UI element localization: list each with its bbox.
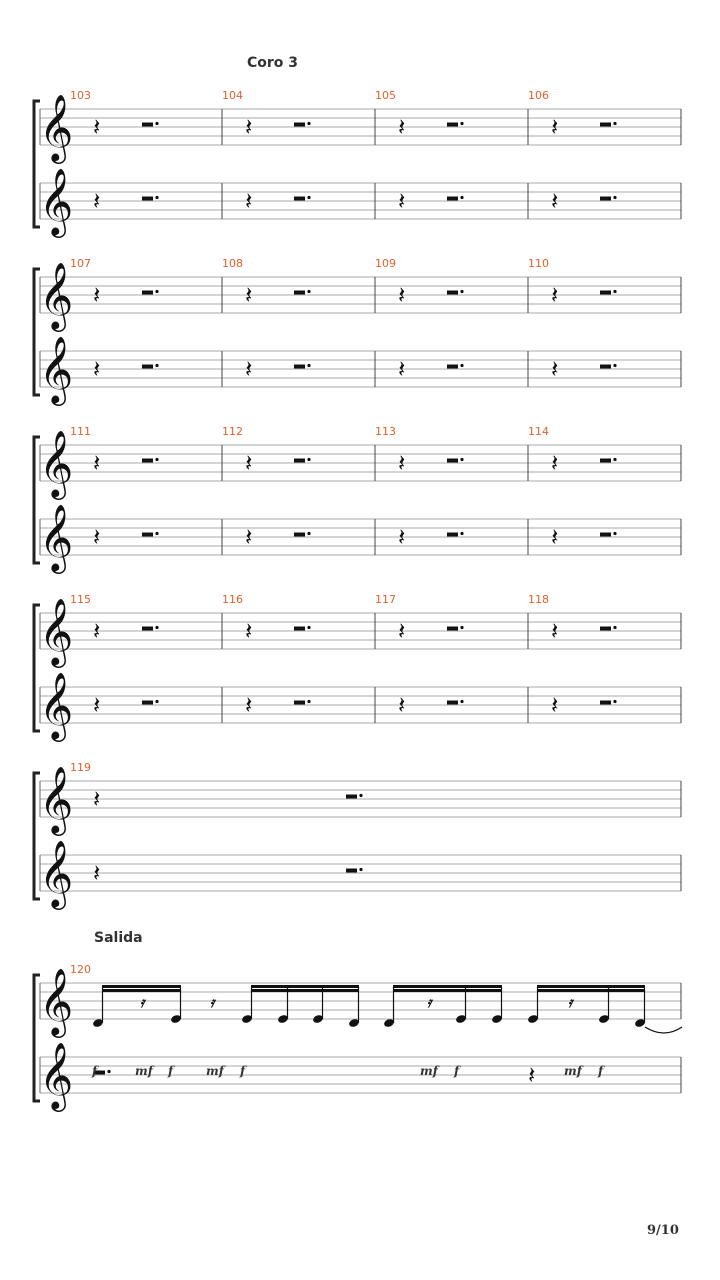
- measure-number: 113: [375, 425, 396, 438]
- measure-number: 104: [222, 89, 243, 102]
- half-rest-icon: [600, 365, 611, 369]
- rest-dot: [307, 364, 310, 367]
- quarter-rest-icon: 𝄽: [93, 523, 101, 551]
- quarter-rest-icon: 𝄽: [551, 691, 559, 719]
- system-6: [34, 967, 682, 1112]
- half-rest-icon: [294, 701, 305, 705]
- treble-clef-icon: 𝄞: [39, 765, 74, 833]
- measure-number: 111: [70, 425, 91, 438]
- quarter-rest-icon: 𝄽: [551, 617, 559, 645]
- half-rest-icon: [142, 627, 153, 631]
- rest-dot: [460, 626, 463, 629]
- measure-number: 115: [70, 593, 91, 606]
- rest-dot: [307, 458, 310, 461]
- beam: [537, 989, 645, 992]
- half-rest-icon: [600, 627, 611, 631]
- measure-number: 103: [70, 89, 91, 102]
- system-1: [34, 93, 681, 238]
- quarter-rest-icon: 𝄽: [398, 187, 406, 215]
- system-5: [34, 765, 681, 910]
- dynamic-marking: f: [240, 1064, 246, 1078]
- rest-dot: [155, 626, 158, 629]
- half-rest-icon: [294, 291, 305, 295]
- treble-clef-icon: 𝄞: [39, 335, 74, 403]
- beam: [102, 989, 181, 992]
- rest-dot: [155, 458, 158, 461]
- tie: [645, 1027, 682, 1033]
- quarter-rest-icon: 𝄽: [93, 785, 101, 813]
- rest-dot: [155, 532, 158, 535]
- dynamic-marking: mf: [206, 1064, 224, 1078]
- page-number: 9/10: [647, 1223, 679, 1238]
- quarter-rest-icon: 𝄽: [245, 187, 253, 215]
- quarter-rest-icon: 𝄽: [398, 449, 406, 477]
- rest-dot: [359, 794, 362, 797]
- section-title-salida: Salida: [94, 930, 143, 946]
- half-rest-icon: [142, 701, 153, 705]
- rest-dot: [613, 364, 616, 367]
- rest-dot: [107, 1070, 110, 1073]
- rest-dot: [307, 290, 310, 293]
- rest-dot: [460, 196, 463, 199]
- rest-dot: [460, 364, 463, 367]
- quarter-rest-icon: 𝄽: [551, 355, 559, 383]
- quarter-rest-icon: 𝄽: [93, 617, 101, 645]
- dynamic-marking: f: [598, 1064, 604, 1078]
- sixteenth-rest-icon: 𝄿: [140, 995, 145, 1011]
- treble-clef-icon: 𝄞: [39, 261, 74, 329]
- measure-number: 112: [222, 425, 243, 438]
- half-rest-icon: [600, 197, 611, 201]
- rest-dot: [460, 532, 463, 535]
- half-rest-icon: [142, 123, 153, 127]
- measure-number: 107: [70, 257, 91, 270]
- measure-number: 116: [222, 593, 243, 606]
- quarter-rest-icon: 𝄽: [245, 617, 253, 645]
- rest-dot: [307, 532, 310, 535]
- rest-dot: [613, 700, 616, 703]
- treble-clef-icon: 𝄞: [39, 967, 74, 1035]
- half-rest-icon: [600, 123, 611, 127]
- half-rest-icon: [294, 197, 305, 201]
- beam: [251, 985, 359, 988]
- dynamic-marking: mf: [564, 1064, 582, 1078]
- quarter-rest-icon: 𝄽: [398, 113, 406, 141]
- dynamic-marking: f: [168, 1064, 174, 1078]
- quarter-rest-icon: 𝄽: [551, 113, 559, 141]
- rest-dot: [155, 196, 158, 199]
- rest-dot: [359, 868, 362, 871]
- measure-number: 117: [375, 593, 396, 606]
- half-rest-icon: [346, 869, 357, 873]
- system-4: [34, 597, 681, 742]
- half-rest-icon: [142, 365, 153, 369]
- measure-number: 118: [528, 593, 549, 606]
- rest-dot: [460, 458, 463, 461]
- measure-number: 106: [528, 89, 549, 102]
- half-rest-icon: [294, 123, 305, 127]
- beam: [102, 985, 181, 988]
- rest-dot: [307, 122, 310, 125]
- dynamic-marking: mf: [135, 1064, 153, 1078]
- measure-number: 105: [375, 89, 396, 102]
- quarter-rest-icon: 𝄽: [245, 281, 253, 309]
- rest-dot: [307, 196, 310, 199]
- half-rest-icon: [600, 291, 611, 295]
- quarter-rest-icon: 𝄽: [398, 523, 406, 551]
- half-rest-icon: [447, 365, 458, 369]
- half-rest-icon: [142, 533, 153, 537]
- rest-dot: [613, 532, 616, 535]
- quarter-rest-icon: 𝄽: [245, 355, 253, 383]
- rest-dot: [155, 290, 158, 293]
- half-rest-icon: [346, 795, 357, 799]
- treble-clef-icon: 𝄞: [39, 671, 74, 739]
- quarter-rest-icon: 𝄽: [245, 691, 253, 719]
- system-2: [34, 261, 681, 406]
- dynamic-marking: f: [454, 1064, 460, 1078]
- treble-clef-icon: 𝄞: [39, 839, 74, 907]
- rest-dot: [307, 626, 310, 629]
- quarter-rest-icon: 𝄽: [551, 449, 559, 477]
- quarter-rest-icon: 𝄽: [93, 113, 101, 141]
- rest-dot: [307, 700, 310, 703]
- treble-clef-icon: 𝄞: [39, 597, 74, 665]
- measure-number: 120: [70, 963, 91, 976]
- quarter-rest-icon: 𝄽: [551, 281, 559, 309]
- treble-clef-icon: 𝄞: [39, 167, 74, 235]
- half-rest-icon: [447, 459, 458, 463]
- beam: [537, 985, 645, 988]
- rest-dot: [613, 290, 616, 293]
- measure-number: 109: [375, 257, 396, 270]
- treble-clef-icon: 𝄞: [39, 429, 74, 497]
- dynamic-marking: mf: [420, 1064, 438, 1078]
- quarter-rest-icon: 𝄽: [398, 617, 406, 645]
- half-rest-icon: [142, 459, 153, 463]
- section-title-coro-3: Coro 3: [247, 55, 299, 71]
- rest-dot: [613, 196, 616, 199]
- quarter-rest-icon: 𝄽: [245, 449, 253, 477]
- rest-dot: [613, 626, 616, 629]
- beam: [251, 989, 359, 992]
- measure-number: 110: [528, 257, 549, 270]
- quarter-rest-icon: 𝄽: [398, 691, 406, 719]
- half-rest-icon: [447, 701, 458, 705]
- half-rest-icon: [142, 291, 153, 295]
- quarter-rest-icon: 𝄽: [93, 691, 101, 719]
- sixteenth-rest-icon: 𝄿: [427, 995, 432, 1011]
- measure-number: 119: [70, 761, 91, 774]
- half-rest-icon: [447, 627, 458, 631]
- rest-dot: [460, 700, 463, 703]
- half-rest-icon: [294, 627, 305, 631]
- rest-dot: [460, 122, 463, 125]
- quarter-rest-icon: 𝄽: [551, 523, 559, 551]
- half-rest-icon: [447, 533, 458, 537]
- quarter-rest-icon: 𝄽: [245, 113, 253, 141]
- treble-clef-icon: 𝄞: [39, 93, 74, 161]
- system-3: [34, 429, 681, 574]
- beam: [393, 985, 502, 988]
- half-rest-icon: [142, 197, 153, 201]
- measure-number: 114: [528, 425, 549, 438]
- half-rest-icon: [294, 459, 305, 463]
- treble-clef-icon: 𝄞: [39, 1041, 74, 1109]
- quarter-rest-icon: 𝄽: [398, 355, 406, 383]
- quarter-rest-icon: 𝄽: [551, 187, 559, 215]
- rest-dot: [460, 290, 463, 293]
- half-rest-icon: [447, 197, 458, 201]
- dynamic-marking: f: [92, 1064, 98, 1078]
- half-rest-icon: [600, 701, 611, 705]
- sixteenth-rest-icon: 𝄿: [210, 995, 215, 1011]
- rest-dot: [155, 364, 158, 367]
- rest-dot: [155, 700, 158, 703]
- quarter-rest-icon: 𝄽: [398, 281, 406, 309]
- sixteenth-rest-icon: 𝄿: [568, 995, 573, 1011]
- quarter-rest-icon: 𝄽: [528, 1061, 536, 1089]
- half-rest-icon: [447, 291, 458, 295]
- half-rest-icon: [447, 123, 458, 127]
- rest-dot: [613, 458, 616, 461]
- rest-dot: [613, 122, 616, 125]
- rest-dot: [155, 122, 158, 125]
- half-rest-icon: [294, 533, 305, 537]
- quarter-rest-icon: 𝄽: [245, 523, 253, 551]
- quarter-rest-icon: 𝄽: [93, 281, 101, 309]
- quarter-rest-icon: 𝄽: [93, 187, 101, 215]
- measure-number: 108: [222, 257, 243, 270]
- quarter-rest-icon: 𝄽: [93, 355, 101, 383]
- beam: [393, 989, 502, 992]
- quarter-rest-icon: 𝄽: [93, 449, 101, 477]
- half-rest-icon: [600, 533, 611, 537]
- half-rest-icon: [294, 365, 305, 369]
- half-rest-icon: [600, 459, 611, 463]
- quarter-rest-icon: 𝄽: [93, 859, 101, 887]
- treble-clef-icon: 𝄞: [39, 503, 74, 571]
